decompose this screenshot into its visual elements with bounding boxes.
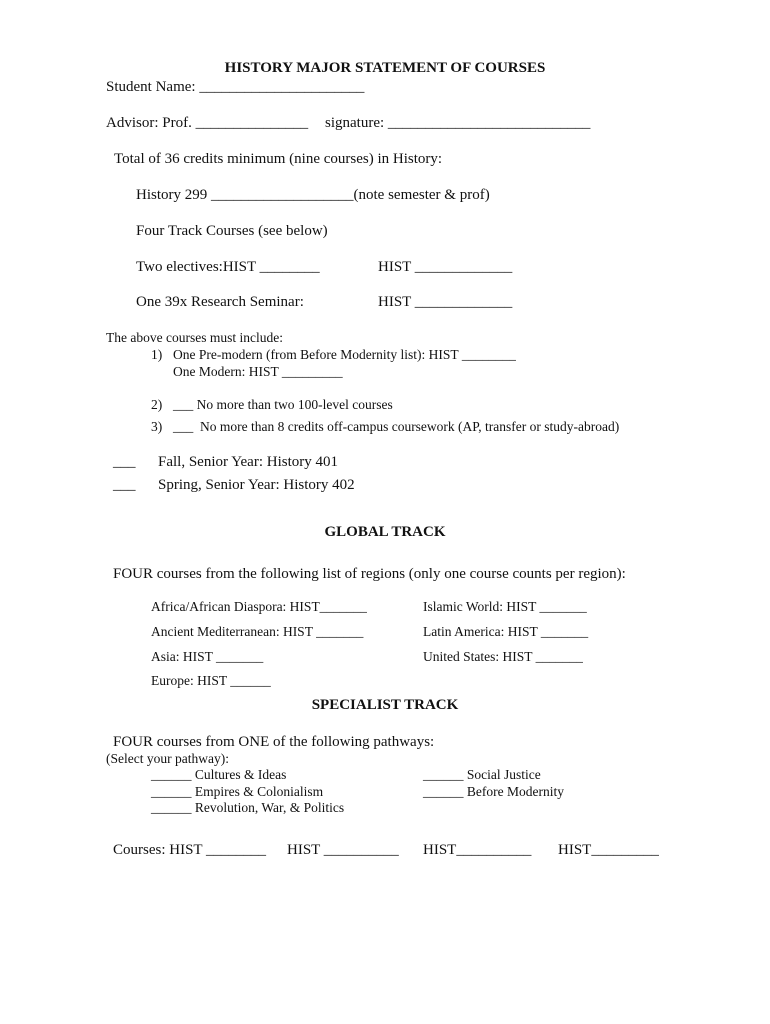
advisor-field[interactable]: Advisor: Prof. _______________ — [106, 115, 309, 131]
region-europe-field[interactable]: Europe: HIST ______ — [151, 673, 271, 688]
requirement-1-premodern-field[interactable]: One Pre-modern (from Before Modernity list): HIST ________ — [173, 347, 516, 362]
fall-checkbox[interactable]: ___ — [113, 454, 136, 470]
electives-field-1[interactable]: Two electives:HIST ________ — [136, 259, 320, 275]
pathway-revolution-war-politics[interactable]: ______ Revolution, War, & Politics — [151, 800, 345, 815]
seminar-field[interactable]: HIST _____________ — [378, 294, 513, 310]
requirement-3-number: 3) — [151, 419, 163, 434]
region-asia-field[interactable]: Asia: HIST _______ — [151, 649, 264, 664]
requirement-2-number: 2) — [151, 397, 163, 412]
requirement-1-modern-field[interactable]: One Modern: HIST _________ — [173, 364, 343, 379]
specialist-track-intro: FOUR courses from ONE of the following pathways: — [113, 734, 435, 750]
courses-field-1[interactable]: Courses: HIST ________ — [113, 842, 267, 858]
pathway-cultures-ideas[interactable]: ______ Cultures & Ideas — [151, 767, 287, 782]
must-include-text: The above courses must include: — [106, 330, 283, 345]
courses-field-2[interactable]: HIST __________ — [287, 842, 399, 858]
seminar-label: One 39x Research Seminar: — [136, 294, 304, 310]
region-latin-america-field[interactable]: Latin America: HIST _______ — [423, 624, 589, 639]
pathway-social-justice[interactable]: ______ Social Justice — [423, 767, 541, 782]
pathway-before-modernity[interactable]: ______ Before Modernity — [423, 784, 564, 799]
student-name-field[interactable]: Student Name: ______________________ — [106, 79, 365, 95]
four-track-text: Four Track Courses (see below) — [136, 223, 328, 239]
region-islamic-world-field[interactable]: Islamic World: HIST _______ — [423, 599, 587, 614]
requirement-2-checkbox[interactable]: ___ No more than two 100-level courses — [173, 397, 393, 412]
history-299-field[interactable]: History 299 ___________________(note semester & prof) — [136, 187, 490, 203]
fall-text: Fall, Senior Year: History 401 — [158, 454, 338, 470]
spring-checkbox[interactable]: ___ — [113, 477, 136, 493]
page-title: HISTORY MAJOR STATEMENT OF COURSES — [224, 60, 546, 76]
courses-field-3[interactable]: HIST__________ — [423, 842, 532, 858]
requirement-3-checkbox[interactable]: ___ No more than 8 credits off-campus coursework (AP, transfer or study-abroad) — [173, 419, 620, 434]
region-africa-field[interactable]: Africa/African Diaspora: HIST_______ — [151, 599, 367, 614]
global-track-heading: GLOBAL TRACK — [324, 524, 446, 540]
spring-text: Spring, Senior Year: History 402 — [158, 477, 355, 493]
select-pathway-text: (Select your pathway): — [106, 751, 229, 766]
specialist-track-heading: SPECIALIST TRACK — [311, 697, 459, 713]
signature-field[interactable]: signature: ___________________________ — [325, 115, 591, 131]
electives-field-2[interactable]: HIST _____________ — [378, 259, 513, 275]
pathway-empires-colonialism[interactable]: ______ Empires & Colonialism — [151, 784, 324, 799]
requirement-1-number: 1) — [151, 347, 163, 362]
region-united-states-field[interactable]: United States: HIST _______ — [423, 649, 583, 664]
region-ancient-mediterranean-field[interactable]: Ancient Mediterranean: HIST _______ — [151, 624, 364, 639]
global-track-intro: FOUR courses from the following list of regions (only one course counts per region): — [113, 566, 626, 582]
courses-field-4[interactable]: HIST_________ — [558, 842, 659, 858]
total-credits-text: Total of 36 credits minimum (nine courses) in History: — [114, 151, 443, 167]
